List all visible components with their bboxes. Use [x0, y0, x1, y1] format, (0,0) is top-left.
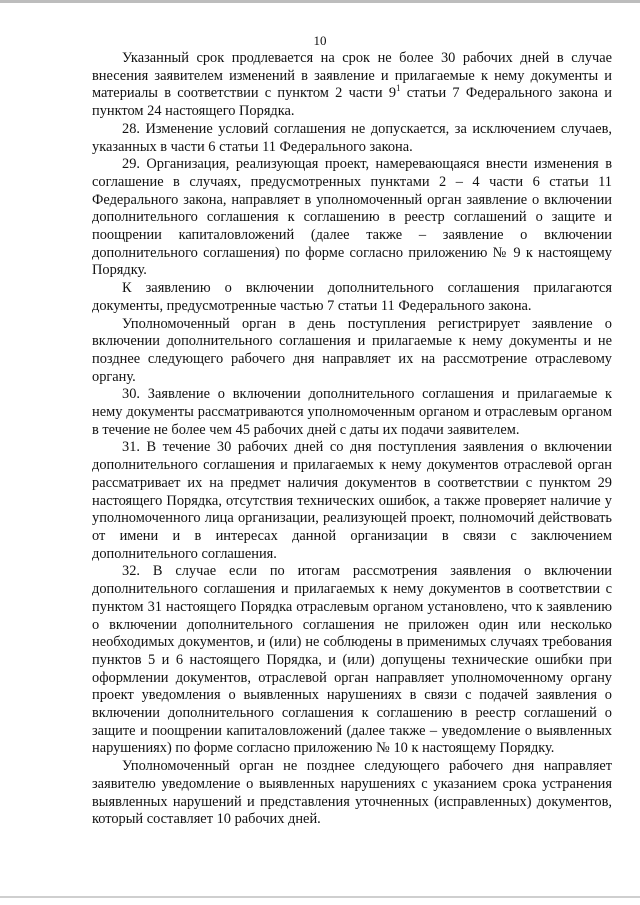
paragraph-30: 30. Заявление о включении дополнительного соглашения и прилагаемые к нему документы рассматриваются уполномоченным органом и отраслевым органом в течение не более чем 45 рабочих дней с даты их подачи заявителем. — [92, 386, 612, 438]
paragraph-extension-term: Указанный срок продлевается на срок не более 30 рабочих дней в случае внесения заявителем изменений в заявление и прилагаемые к нему документы и материалы в соответствии с пунктом 2 части $9^1$ статьи 7 Федерального закона и пунктом 24 настоящего Порядка. — [92, 50, 612, 120]
paragraph-28: 28. Изменение условий соглашения не допускается, за исключением случаев, указанных в части 6 статьи 11 Федерального закона. — [92, 120, 612, 155]
paragraph-29: 29. Организация, реализующая проект, намеревающаяся внести изменения в соглашение в случаях, предусмотренных пунктами 2 – 4 части 6 статьи 11 Федерального закона, направляет в уполномоченный орган заявление о включении дополнительного соглашения к соглашению в реестр соглашений о защите и поощрении капиталовложений (далее также – заявление о включении дополнительного соглашения) по форме согласно приложению № 9 к настоящему Порядку. — [92, 156, 612, 279]
bottom-scan-edge — [0, 896, 640, 898]
paragraph-29-attachments: К заявлению о включении дополнительного соглашения прилагаются документы, предусмотренные частью 7 статьи 11 Федерального закона. — [92, 280, 612, 314]
superscript: 1 — [396, 83, 401, 94]
page-number: 10 — [313, 33, 327, 48]
paragraph-32: 32. В случае если по итогам рассмотрения заявления о включении дополнительного соглашения и прилагаемых к нему документов в соответствии с пунктом 31 настоящего Порядка отраслевым органом установлено, что к заявлению о включении дополнительного соглашения не приложен один или несколько необходимых документов, и (или) не соблюдены в применимых случаях требования пунктов 5 и 6 настоящего Порядка, и (или) допущены технические ошибки при оформлении документов, отраслевой орган направляет уполномоченному органу проект уведомления о выявленных нарушениях в связи с подачей заявления о включении дополнительного соглашения к соглашению в реестр соглашений о защите и поощрении капиталовложений (далее также – уведомление о выявленных нарушениях) по форме согласно приложению № 10 к настоящему Порядку. — [92, 563, 612, 757]
top-scan-edge — [0, 0, 640, 3]
paragraph-31: 31. В течение 30 рабочих дней со дня поступления заявления о включении дополнительного соглашения и прилагаемых к нему документов отраслевой орган рассматривает их на предмет наличия документов в соответствии с пунктом 29 настоящего Порядка, отсутствия технических ошибок, а также проверяет наличие у уполномоченного лица организации, реализующей проект, полномочий действовать от имени и в интересах данной организации в связи с заключением дополнительного соглашения. — [92, 439, 612, 562]
paragraph-32-notification: Уполномоченный орган не позднее следующего рабочего дня направляет заявителю уведомление о выявленных нарушениях с указанием срока устранения выявленных нарушений и представления уточненных (исправленных) документов, который составляет 10 рабочих дней. — [92, 758, 612, 828]
document-body — [92, 50, 612, 829]
paragraph-29-registration: Уполномоченный орган в день поступления регистрирует заявление о включении дополнительного соглашения и прилагаемые к нему документы и не позднее следующего рабочего дня направляет их на рассмотрение отраслевому органу. — [92, 315, 612, 385]
